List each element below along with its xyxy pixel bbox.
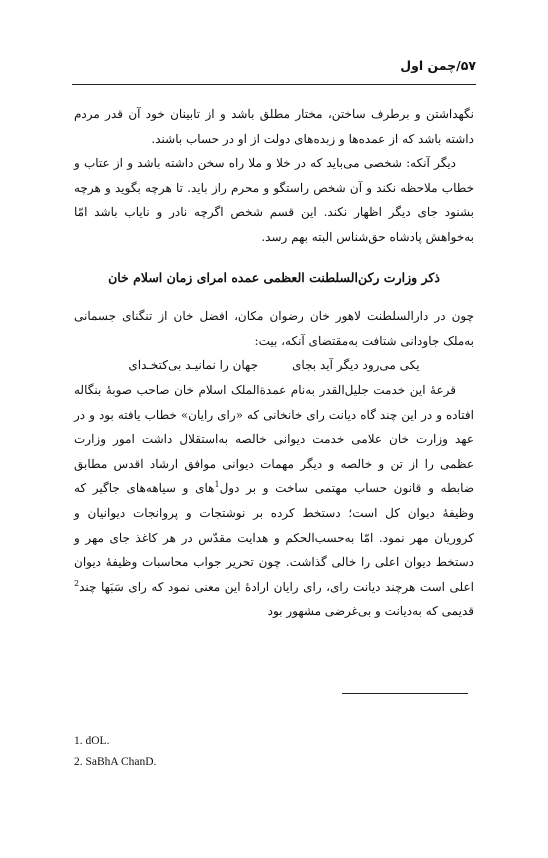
paragraph-main-part-1: قرعهٔ این خدمت جلیل‌القدر به‌نام عمدة‌الملک اسلام خان صاحب صوبهٔ بنگاله افتاده و در این چند گاه دیانت رای خانخانی که «رای رایان» خطاب یافته بود و در عهد وزارت خان علامی خدمت دیوانی خالصه به‌استقلال داشت امور وزارت عظمی را از تن و خالصه و دیگر مهمات دیوانی موافق ارشاد اقدس مطابق ضابطه و قانون حساب مهتمی ساخت و بر دول xyxy=(74,382,475,496)
paragraph-1: نگهداشتن و برطرف ساختن، مختار مطلق باشد و از تابینان خود آن قدر مردم داشته باشد که از عمده‌ها و زبده‌های دولت از او در حساب باشند. xyxy=(74,107,474,146)
running-header: ۵۷/چمن اول xyxy=(400,58,476,73)
paragraph-2: دیگر آنکه: شخصی می‌باید که در خلا و ملا راه سخن داشته باشد و از عتاب و خطاب ملاحظه نکند و آن شخص راستگو و محرم راز باید. تا هرچه بگوید و هرچه بشنود جای دیگر اظهار نکند. این قسم شخص اگرچه نادر و نایاب باشد امّا به‌خواهش پادشاه حق‌شناس البته بهم رسد. xyxy=(74,156,474,244)
section-heading: ذکر وزارت رکن‌السلطنت العظمی عمده امرای زمان اسلام خان xyxy=(108,269,440,285)
verse-hemistich-2: جهان را نمانیـد بی‌کتخـدای xyxy=(128,358,259,373)
footnote-1: 1. dOL. xyxy=(74,735,110,747)
header-divider xyxy=(72,84,476,85)
footnotes xyxy=(74,731,156,773)
paragraph-intro: چون در دارالسلطنت لاهور خان رضوان مکان، افضل خان از تنگنای جسمانی به‌ملک جاودانی شتافت به‌مقتضای آنکه، بیت: xyxy=(74,309,474,348)
footnote-ref-2[interactable]: 2 xyxy=(74,578,80,588)
footnote-ref-1[interactable]: 1 xyxy=(214,480,220,490)
body-text xyxy=(74,102,474,624)
footnote-2: 2. SaBhA ChanD. xyxy=(74,756,157,768)
paragraph-main xyxy=(74,378,474,624)
verse xyxy=(74,353,474,378)
footnote-divider xyxy=(342,693,468,694)
paragraph-main-part-3: قدیمی که به‌دیانت و بی‌غرضی مشهور بود xyxy=(267,604,474,619)
verse-hemistich-1: یکی می‌رود دیگر آید بجای xyxy=(292,358,420,373)
paragraph-main-part-2: های و سیاهه‌های جاگیر که وظیفهٔ دیوان کل است؛ دستخط کرده بر نوشتجات و پروانجات دیوانیان و کروریان مهر نمود. امّا به‌حسب‌الحکم و هدایت مقدّس در هر کاغذ جای مهر و دستخط دیوان اعلی را خالی گذاشت. چون تحریر جواب محاسبات وظیفهٔ دیوان اعلی است هرچند دیانت رای، رای رایان ارادهٔ این معنی نمود که رای سَبَها چند xyxy=(74,481,474,594)
